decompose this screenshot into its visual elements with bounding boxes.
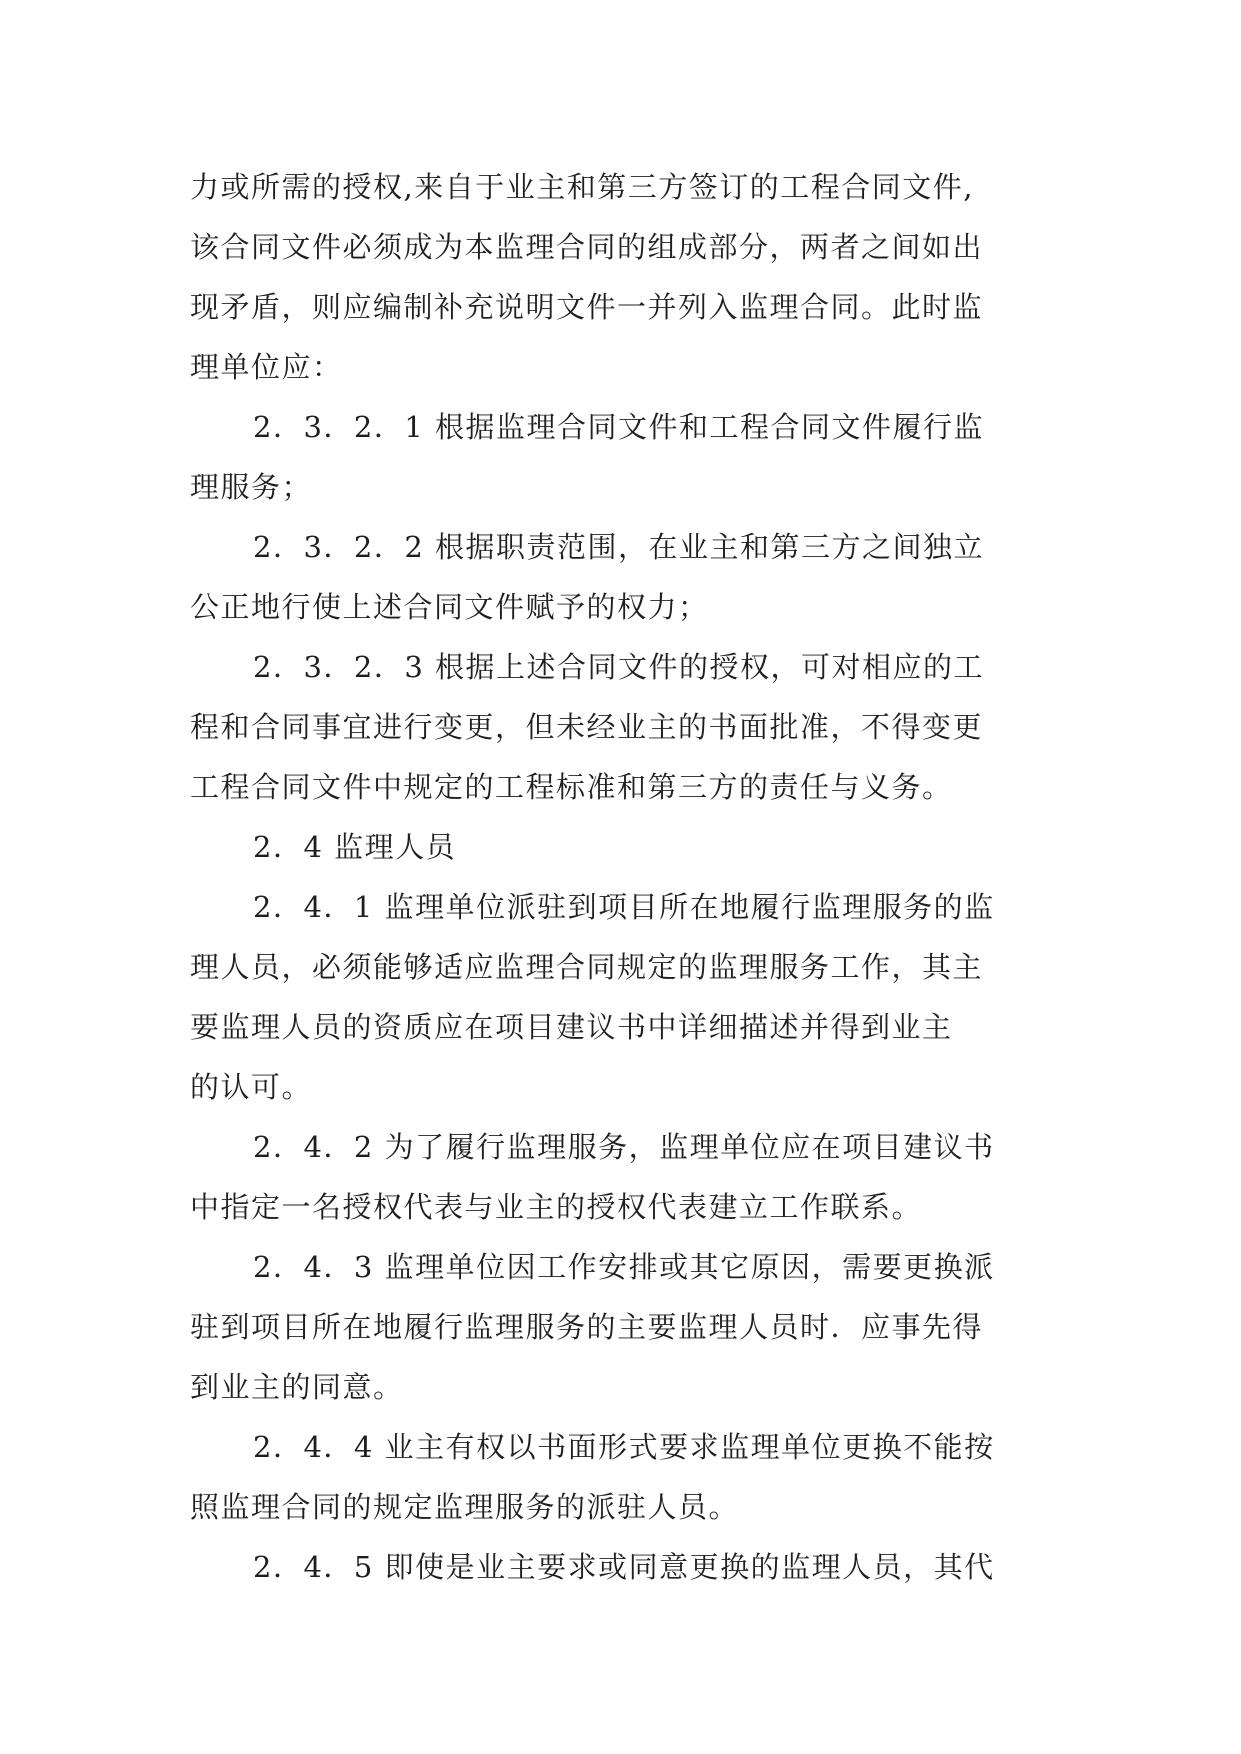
text-line: 公正地行使上述合同文件赋予的权力； (190, 590, 709, 624)
text-line: 中指定一名授权代表与业主的授权代表建立工作联系。 (190, 1190, 923, 1224)
clause-heading-2-3-2-3: 2．3．2．3 根据上述合同文件的授权，可对相应的工 (253, 650, 985, 684)
text-line: 理服务； (190, 470, 313, 504)
text-line: 驻到项目所在地履行监理服务的主要监理人员时．应事先得 (190, 1310, 984, 1344)
text-line: 理人员，必须能够适应监理合同规定的监理服务工作，其主 (190, 950, 984, 984)
text-line: 照监理合同的规定监理服务的派驻人员。 (190, 1490, 740, 1524)
clause-heading-2-4-2: 2．4．2 为了履行监理服务，监理单位应在项目建议书 (253, 1130, 995, 1164)
text-line: 理单位应： (190, 350, 343, 384)
text-line: 到业主的同意。 (190, 1370, 404, 1404)
clause-heading-2-3-2-1: 2．3．2．1 根据监理合同文件和工程合同文件履行监 (253, 410, 985, 444)
text-line: 力或所需的授权,来自于业主和第三方签订的工程合同文件, (190, 170, 974, 204)
text-line: 该合同文件必须成为本监理合同的组成部分，两者之间如出 (190, 230, 984, 264)
text-line: 要监理人员的资质应在项目建议书中详细描述并得到业主 (190, 1010, 953, 1044)
text-line: 现矛盾，则应编制补充说明文件一并列入监理合同。此时监 (190, 290, 984, 324)
text-line: 工程合同文件中规定的工程标准和第三方的责任与义务。 (190, 770, 953, 804)
clause-heading-2-4-3: 2．4．3 监理单位因工作安排或其它原因，需要更换派 (253, 1250, 995, 1284)
clause-heading-2-4-5: 2．4．5 即使是业主要求或同意更换的监理人员，其代 (253, 1550, 995, 1584)
clause-heading-2-4-1: 2．4．1 监理单位派驻到项目所在地履行监理服务的监 (253, 890, 995, 924)
section-heading-2-4: 2．4 监理人员 (253, 830, 457, 864)
clause-heading-2-4-4: 2．4．4 业主有权以书面形式要求监理单位更换不能按 (253, 1430, 995, 1464)
text-line: 程和合同事宜进行变更，但未经业主的书面批准，不得变更 (190, 710, 984, 744)
text-line: 的认可。 (190, 1070, 313, 1104)
clause-heading-2-3-2-2: 2．3．2．2 根据职责范围，在业主和第三方之间独立 (253, 530, 985, 564)
